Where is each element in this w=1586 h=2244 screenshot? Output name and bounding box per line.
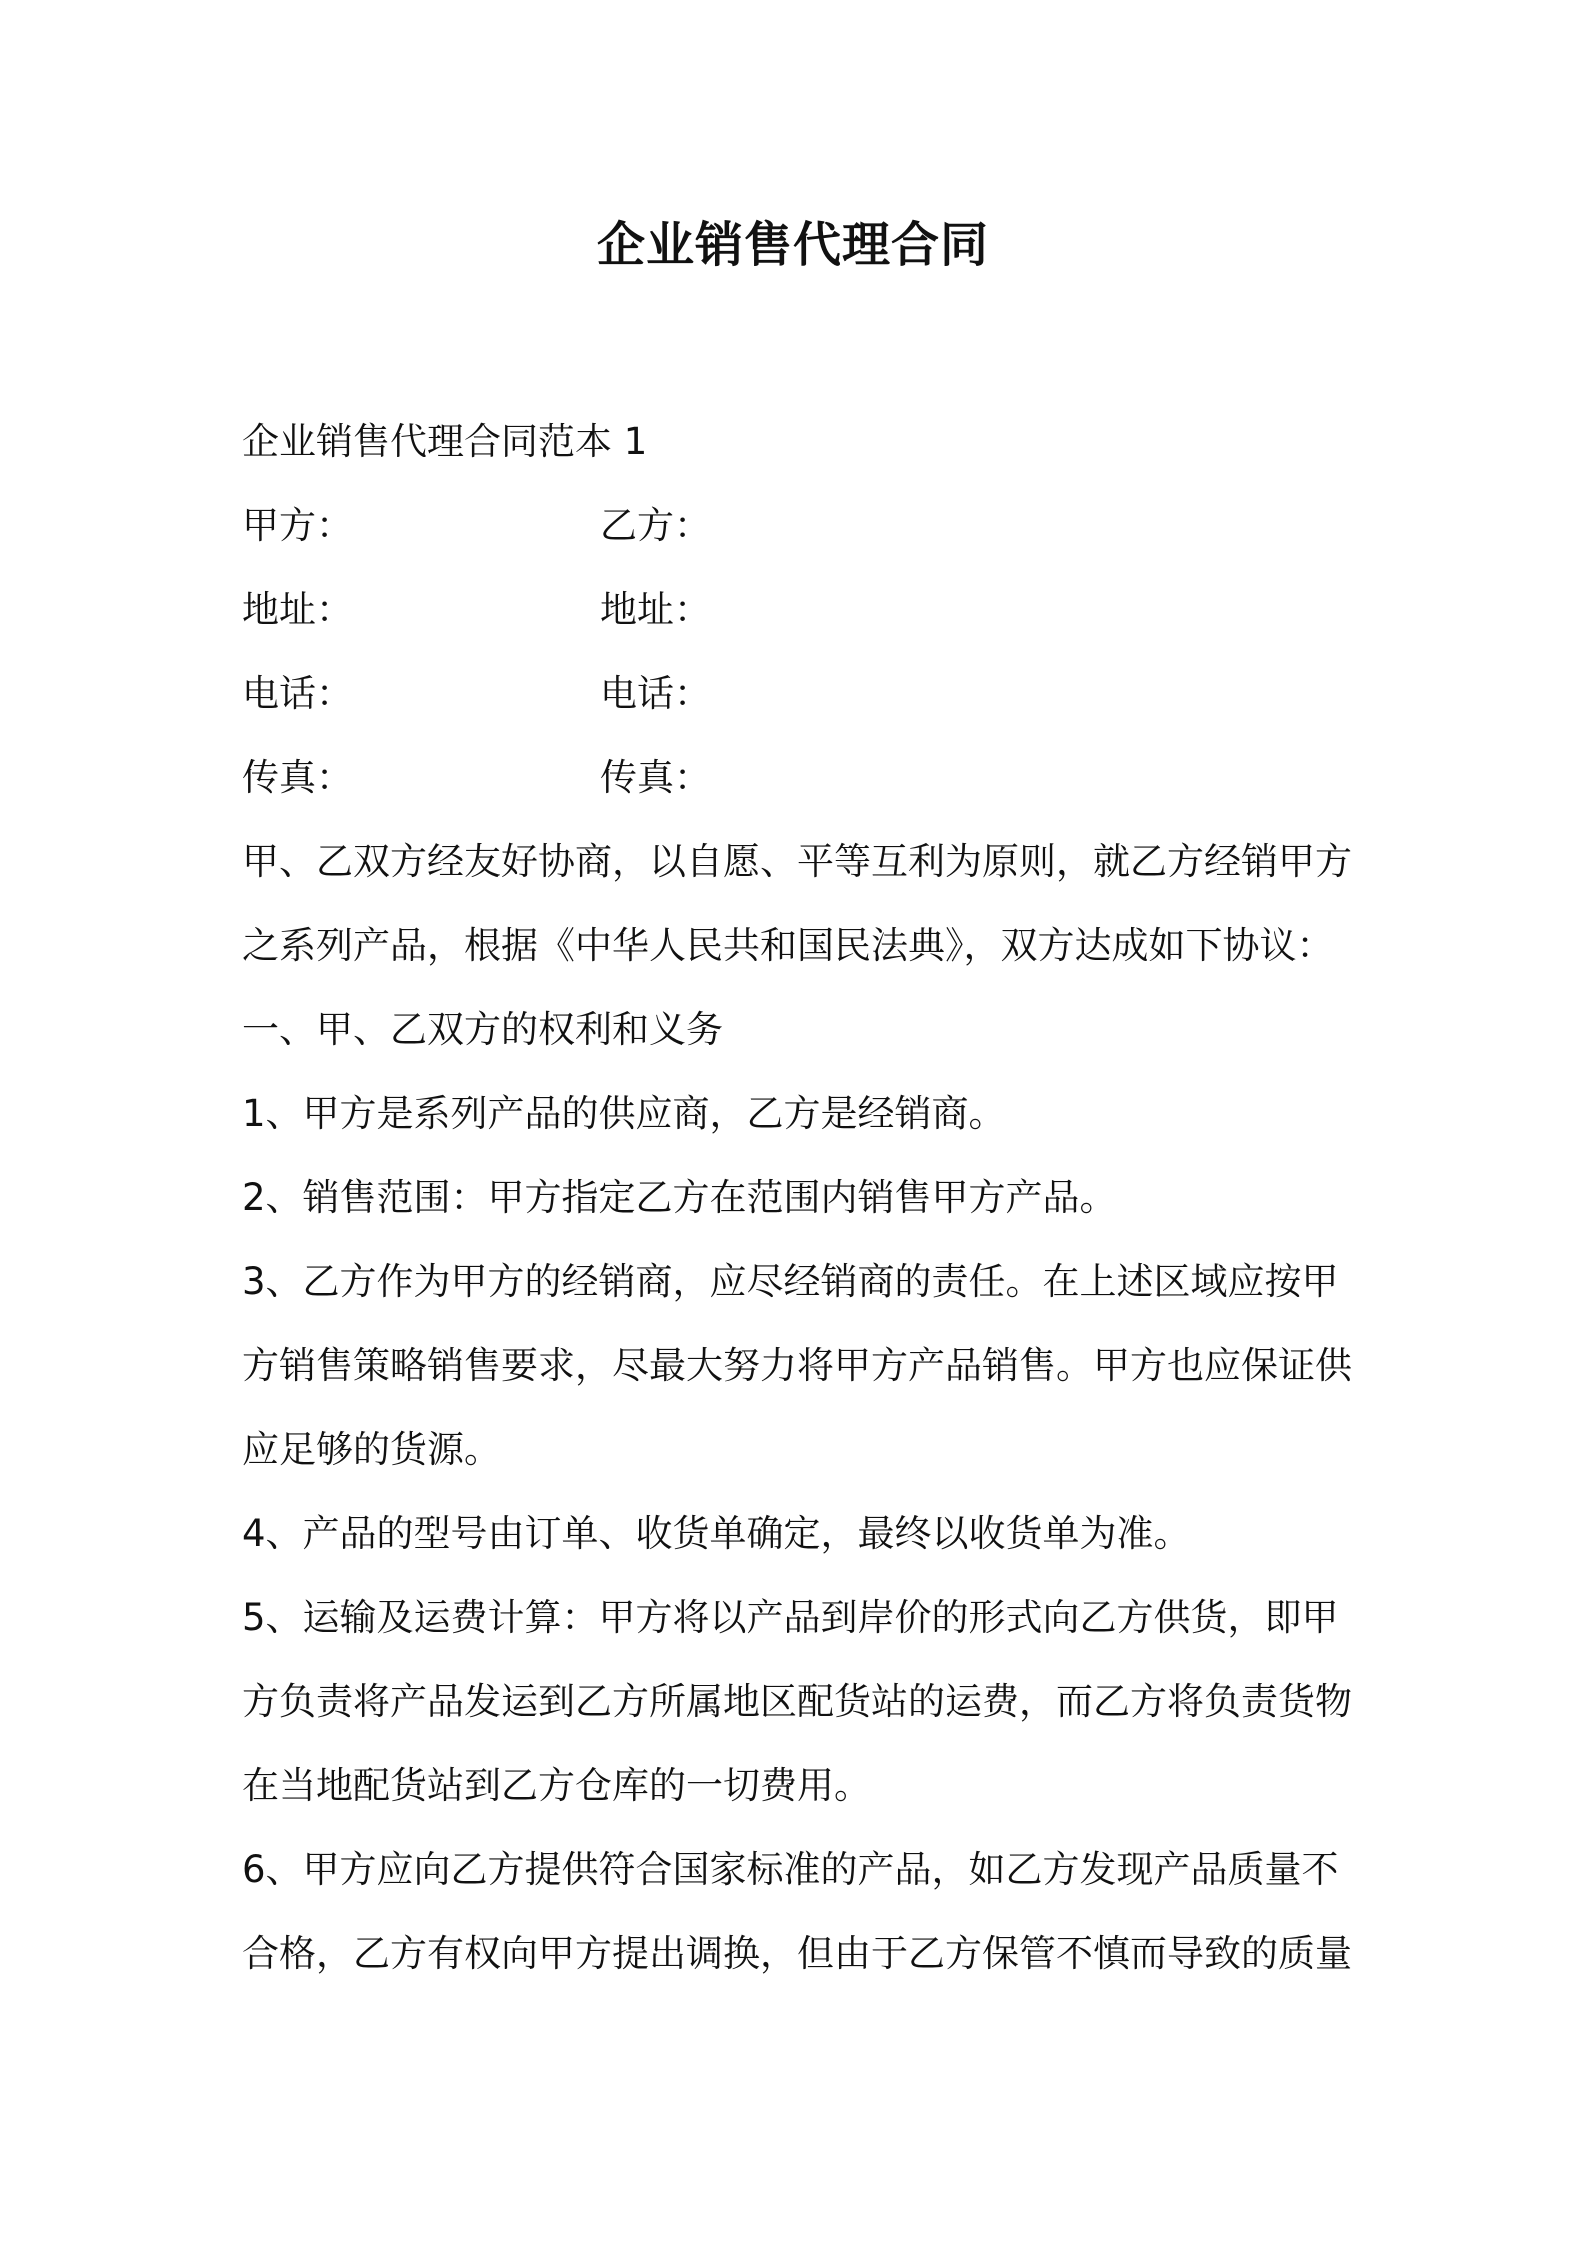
party-a-phone-label: 电话： xyxy=(242,672,353,715)
party-a-address-label: 地址： xyxy=(242,588,353,631)
text-line: 方负责将产品发运到乙方所属地区配货站的运费，而乙方将负责货物 xyxy=(242,1680,1352,1723)
party-row-fax xyxy=(242,736,1357,820)
text-line: 3、乙方作为甲方的经销商，应尽经销商的责任。在上述区域应按甲 xyxy=(242,1260,1339,1303)
party-b-phone-label: 电话： xyxy=(600,672,711,715)
text-line: 应足够的货源。 xyxy=(242,1428,501,1471)
section-heading: 一、甲、乙双方的权利和义务 xyxy=(242,1008,723,1051)
party-b-address-label: 地址： xyxy=(600,588,711,631)
document-body xyxy=(242,400,1357,1996)
document-title: 企业销售代理合同 xyxy=(596,217,989,273)
text-line: 2、销售范围：甲方指定乙方在范围内销售甲方产品。 xyxy=(242,1176,1117,1219)
party-row-phone xyxy=(242,652,1357,736)
party-row-name xyxy=(242,484,1357,568)
party-a-name-label: 甲方： xyxy=(242,504,353,547)
text-line: 合格，乙方有权向甲方提出调换，但由于乙方保管不慎而导致的质量 xyxy=(242,1932,1352,1975)
party-b-fax-label: 传真： xyxy=(600,756,711,799)
text-line: 4、产品的型号由订单、收货单确定，最终以收货单为准。 xyxy=(242,1512,1191,1555)
text-line: 1、甲方是系列产品的供应商，乙方是经销商。 xyxy=(242,1092,1006,1135)
text-line: 甲、乙双方经友好协商，以自愿、平等互利为原则，就乙方经销甲方 xyxy=(242,840,1352,883)
text-line: 6、甲方应向乙方提供符合国家标准的产品，如乙方发现产品质量不 xyxy=(242,1848,1339,1891)
document-subtitle: 企业销售代理合同范本 1 xyxy=(242,420,648,463)
text-line: 之系列产品，根据《中华人民共和国民法典》，双方达成如下协议： xyxy=(242,924,1334,967)
party-b-name-label: 乙方： xyxy=(600,504,711,547)
text-line: 5、运输及运费计算：甲方将以产品到岸价的形式向乙方供货，即甲 xyxy=(242,1596,1339,1639)
text-line: 方销售策略销售要求，尽最大努力将甲方产品销售。甲方也应保证供 xyxy=(242,1344,1352,1387)
text-line: 在当地配货站到乙方仓库的一切费用。 xyxy=(242,1764,871,1807)
party-row-address xyxy=(242,568,1357,652)
party-a-fax-label: 传真： xyxy=(242,756,353,799)
